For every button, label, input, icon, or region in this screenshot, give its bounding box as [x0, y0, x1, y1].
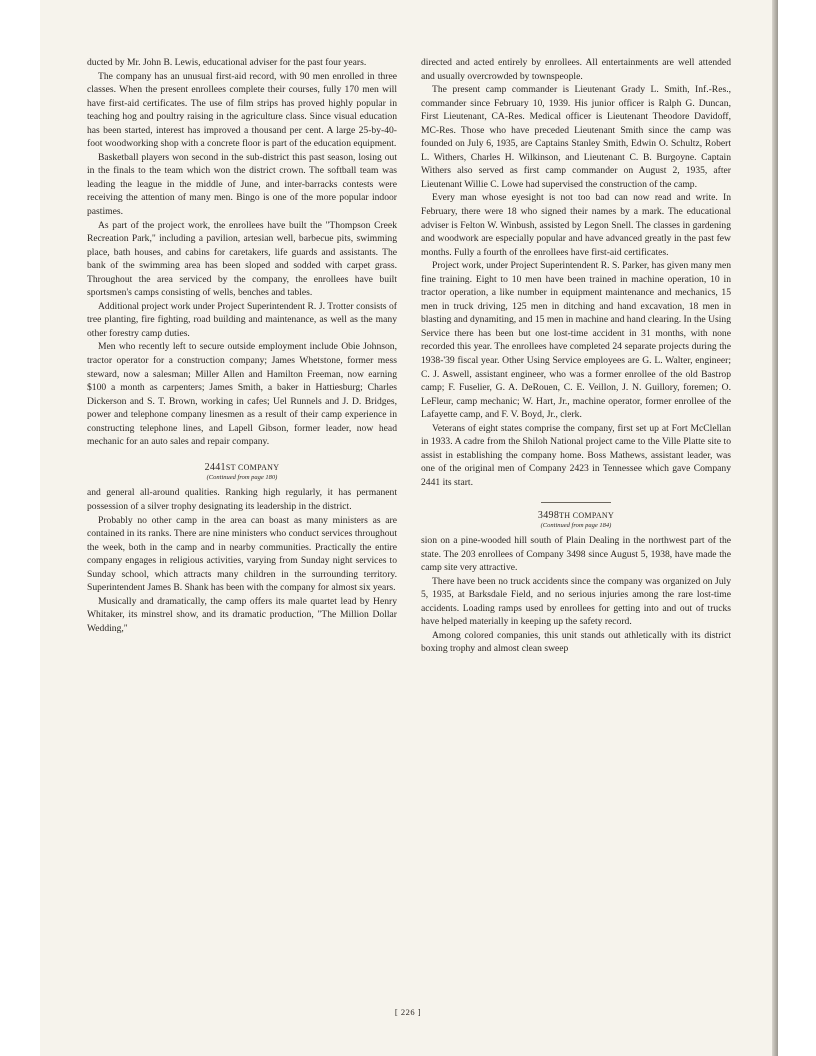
- section-title: [538, 510, 614, 521]
- paragraph: Among colored companies, this unit stands out athletically with its district boxing trophy and almost clean sweep: [421, 629, 731, 655]
- section-heading-3498: [421, 509, 731, 531]
- section-number: 2441: [204, 461, 226, 473]
- section-divider: [541, 502, 611, 503]
- paragraph: directed and acted entirely by enrollees. All entertainments are well attended and usually overcrowded by townspeople.: [421, 57, 731, 82]
- paragraph: Basketball players won second in the sub-district this past season, losing out in the finals to the team which won the district crown. The softball team was leading the league in the middle of June, and inter-barracks contests were receiving the attention of many men. Bingo is one of the more popular indoor pastimes.: [87, 151, 397, 218]
- paragraph: As part of the project work, the enrollees have built the "Thompson Creek Recreation Park," including a pavilion, artesian well, barbecue pits, swimming place, bath houses, and cabins for caretakers, life guards and assistants. The bank of the swimming area has been sloped and sodded with carpet grass. Throughout the area serviced by the company, the enrollees have built sportsmen's camps consisting of wells, benches and tables.: [87, 219, 397, 299]
- page-edge-shadow: [772, 0, 778, 1056]
- paragraph: Probably no other camp in the area can boast as many ministers as are contained in its ranks. There are nine ministers who conduct services throughout the week, both in the camp and in nearby communities. Practically the entire company engages in religious activities, varying from Sunday night services to Sunday school, which attracts many children in the surrounding territory. Superintendent James B. Shank has been with the company for almost six years.: [87, 514, 397, 594]
- right-column: [421, 56, 731, 656]
- paragraph: Every man whose eyesight is not too bad can now read and write. In February, there were 18 who signed their names by a mark. The educational adviser is Felton W. Winbush, assisted by Legon Snell. The classes in gardening and woodwork are especially popular and have advanced greatly in the past few months. Fully a fourth of the enrollees have first-aid certificates.: [421, 192, 731, 258]
- continued-note: (Continued from page 184): [540, 522, 612, 530]
- paragraph: Project work, under Project Superintendent R. S. Parker, has given many men fine training. Eight to 10 men have been trained in machine operation, 10 in tractor operation, a like number in equipment maintenance and mechanics, 15 men in truck driving, 125 men in ditching and hand excavation, 18 men in blasting and dynamiting, and 15 men in machine and hand clearing. In the Using Service there has been but one lost-time accident in 31 months, with none recorded this year. The enrollees have completed 24 separate projects during the 1938-'39 fiscal year. Other Using Service employees are G. L. Walter, engineer; C. J. Aswell, assistant engineer, who was a former enrollee of the old Bastrop camp; F. Fuselier, G. A. DeRouen, C. E. Veillon, J. N. Guillory, foremen; O. LeFleur, camp mechanic; W. Hart, Jr., machine operator, former enrollee of the Lafayette camp, and F. V. Boyd, Jr., clerk.: [421, 260, 731, 421]
- paragraph: ducted by Mr. John B. Lewis, educational adviser for the past four years.: [87, 57, 367, 68]
- paragraph: Veterans of eight states comprise the company, first set up at Fort McClellan in 1933. A cadre from the Shiloh National project came to the Ville Platte site to assist in establishing the company home. Boss Mathews, assistant leader, was one of the original men of Company 2423 in Tennessee which gave Company 2441 its start.: [421, 422, 731, 488]
- section-number: 3498: [537, 509, 560, 521]
- left-column: [87, 56, 397, 635]
- page-number: [ 226 ]: [394, 1007, 422, 1017]
- section-title: [205, 462, 280, 473]
- paragraph: The company has an unusual first-aid record, with 90 men enrolled in three classes. When the present enrollees complete their courses, fully 170 men will have first-aid certificates. The use of film strips has proved highly popular in teaching hog and poultry raising in the agriculture class. Since visual education has been started, interest has improved a thousand per cent. A large 25-by-40-foot woodworking shop with a concrete floor is part of the education equipment.: [87, 70, 397, 150]
- paragraph: There have been no truck accidents since the company was organized on July 5, 1935, at Barksdale Field, and no serious injuries among the rare lost-time accidents. Loading ramps used by enrollees for getting into and out of trucks have helped materially in keeping up the safety record.: [421, 575, 731, 628]
- paragraph: The present camp commander is Lieutenant Grady L. Smith, Inf.-Res., commander since February 10, 1939. His junior officer is Ralph G. Duncan, First Lieutenant, CA-Res. Medical officer is Lieutenant Theodore Davidoff, MC-Res. Those who have preceded Lieutenant Smith since the camp was founded on July 6, 1935, are Captains Stanley Smith, Edwin O. Schultz, Robert L. Withers, Charles H. Wilkinson, and Lieutenant C. B. Burgoyne. Captain Withers also served as first camp commander on August 2, 1935, after Lieutenant Willie C. Lowe had supervised the construction of the camp.: [421, 84, 731, 190]
- section-heading-2441: [87, 461, 397, 483]
- paragraph: sion on a pine-wooded hill south of Plain Dealing in the northwest part of the state. The 203 enrollees of Company 3498 since August 5, 1938, have made the camp site very attractive.: [421, 535, 731, 574]
- section-title-smallcaps: TH COMPANY: [559, 510, 615, 520]
- paragraph: Musically and dramatically, the camp offers its male quartet lead by Henry Whitaker, its minstrel show, and its dramatic production, "The Million Dollar Wedding,": [87, 595, 397, 634]
- paragraph: Men who recently left to secure outside employment include Obie Johnson, tractor operator for a construction company; James Whetstone, former mess steward, now a salesman; Miller Allen and Hamilton Freeman, now earning $100 a month as carpenters; James Smith, a baker in Hattiesburg; Charles Dickerson and S. T. Brown, working in cafes; Uel Runnels and J. D. Bridges, power and telephone company linesmen as a result of their camp experience in constructing telephone lines, and Lapell Gibson, former leader, now head mechanic for an auto sales and repair company.: [87, 341, 397, 448]
- paragraph: and general all-around qualities. Ranking high regularly, it has permanent possession of a silver trophy designating its leadership in the district.: [87, 487, 397, 512]
- section-title-smallcaps: ST COMPANY: [225, 462, 280, 472]
- paragraph: Additional project work under Project Superintendent R. J. Trotter consists of tree planting, fire fighting, road building and maintenance, as well as the many other forestry camp duties.: [87, 300, 397, 339]
- continued-note: (Continued from page 180): [206, 474, 278, 482]
